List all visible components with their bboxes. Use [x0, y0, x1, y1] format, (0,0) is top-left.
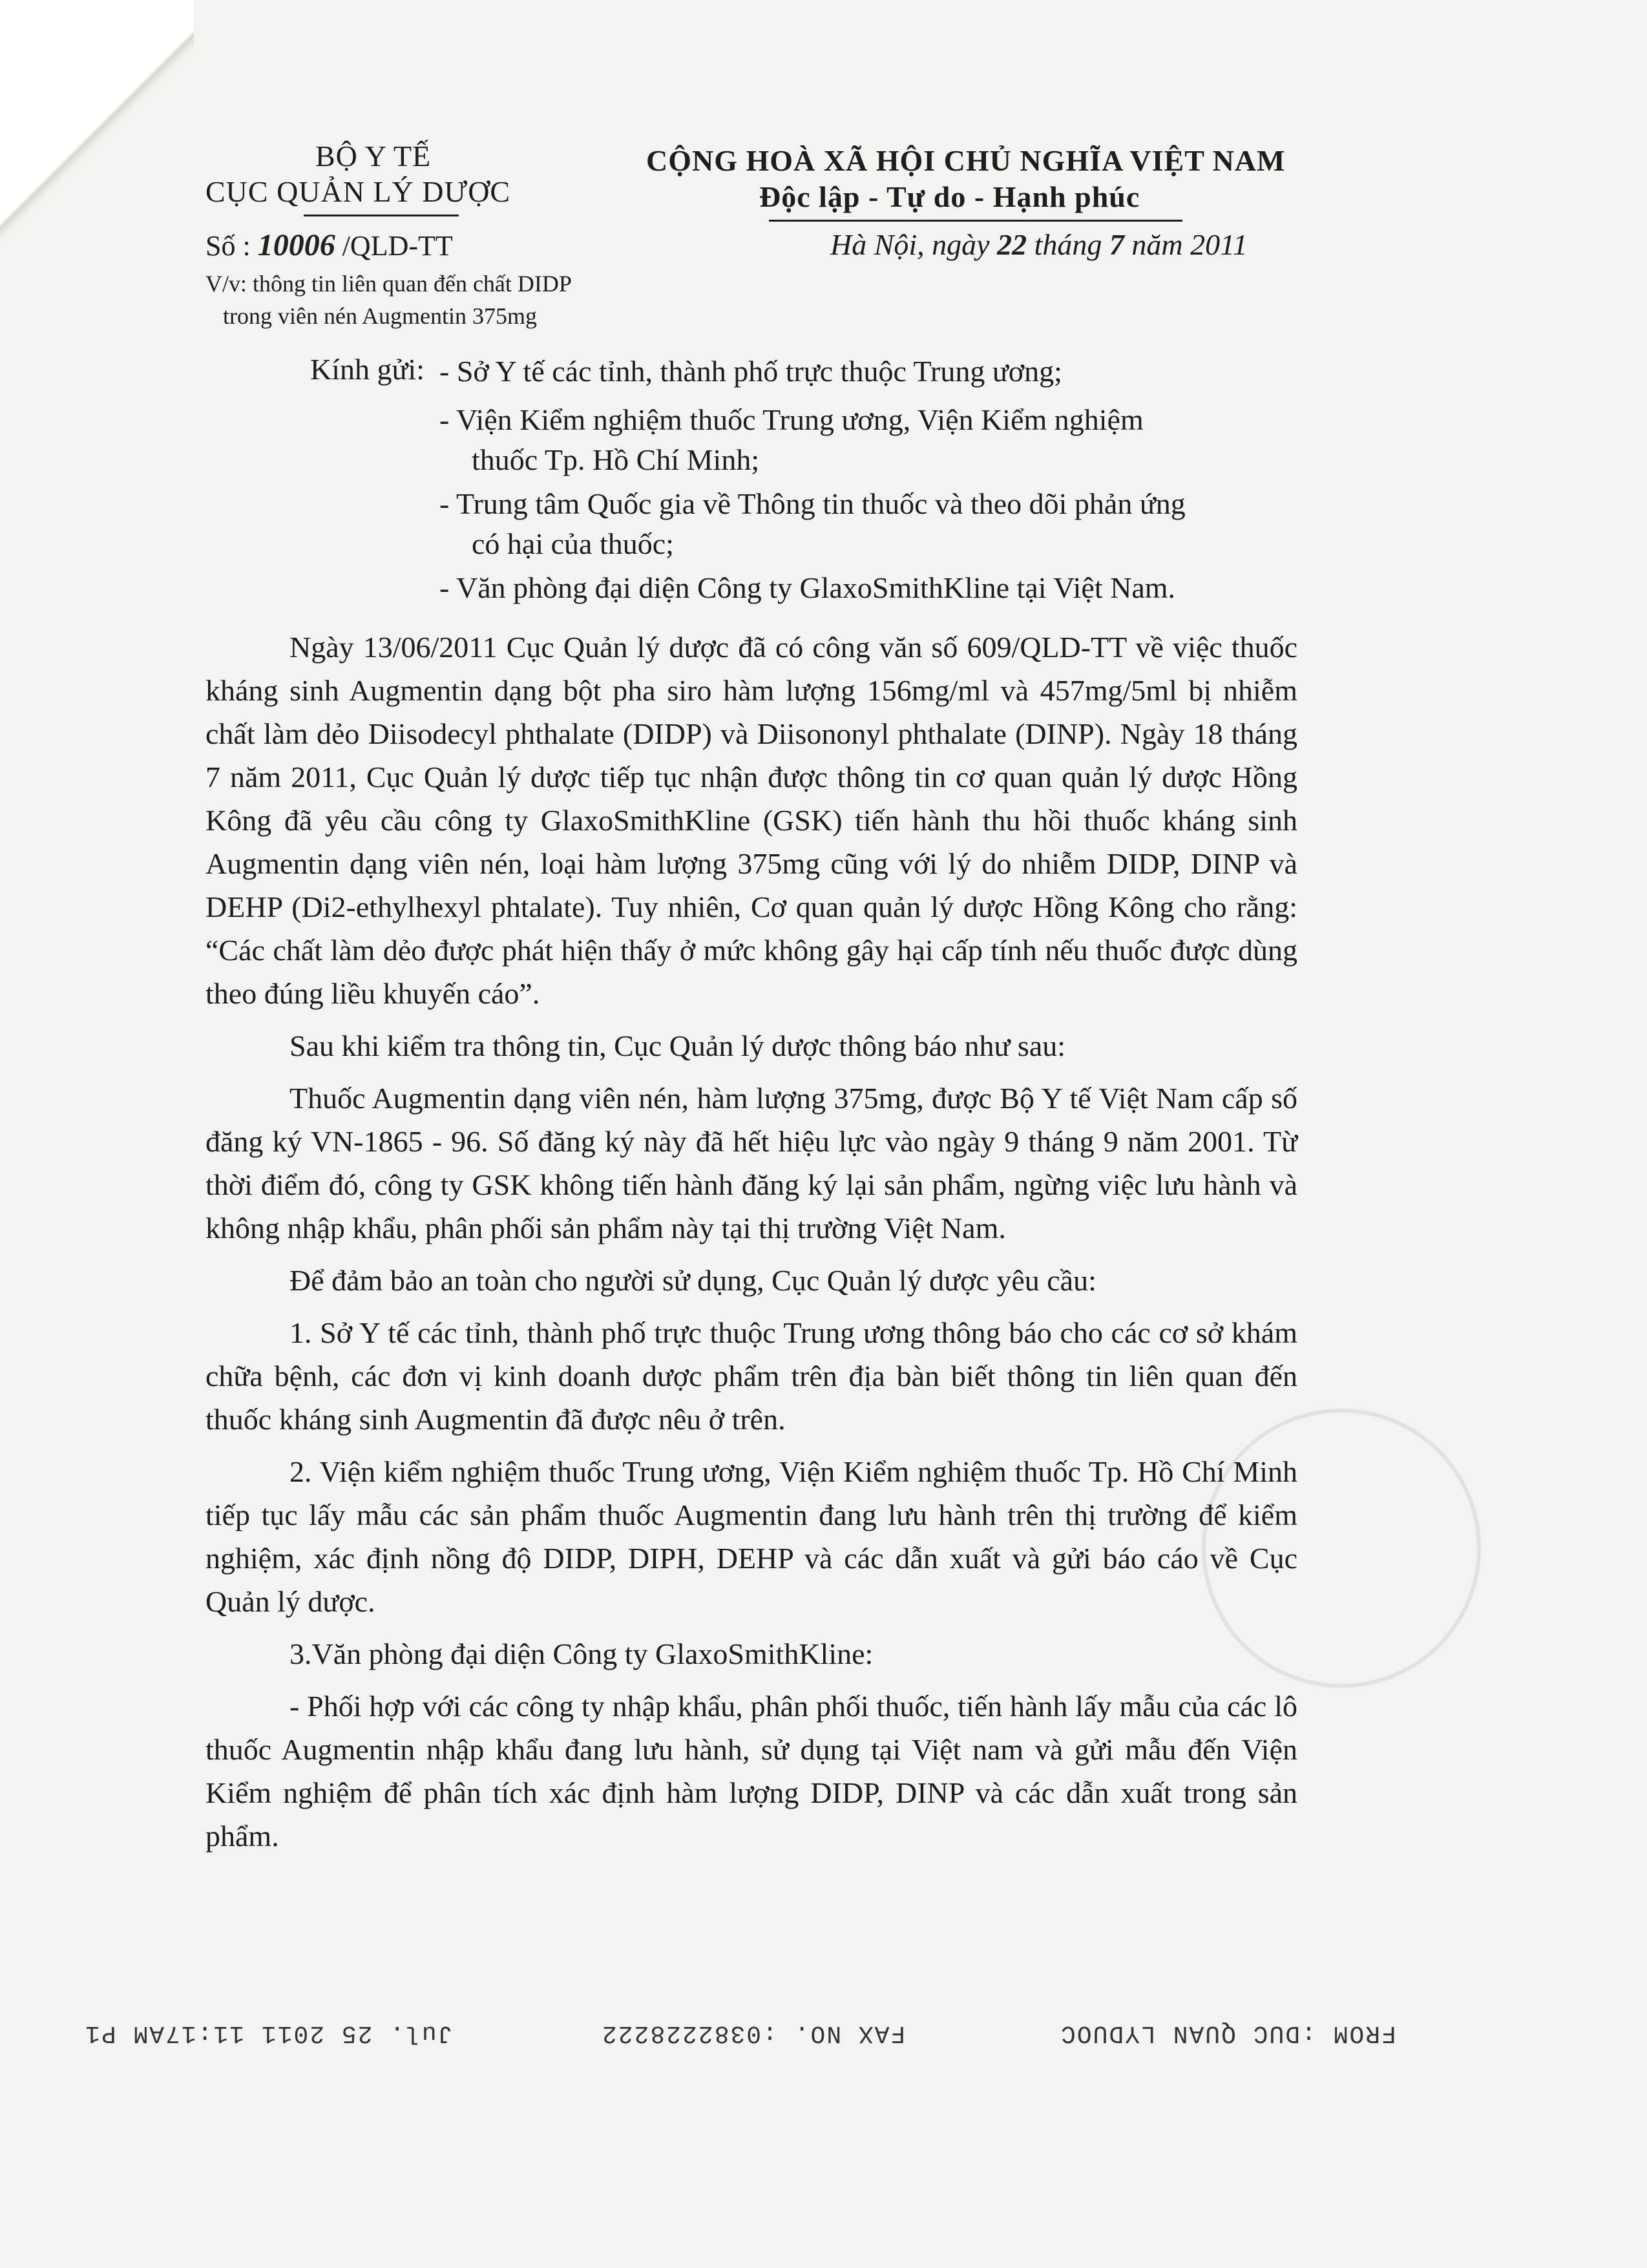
paragraph-after-check: Sau khi kiểm tra thông tin, Cục Quản lý dược thông báo như sau: — [289, 1029, 1066, 1062]
requirement-item-2: 2. Viện kiểm nghiệm thuốc Trung ương, Viện Kiểm nghiệm thuốc Tp. Hồ Chí Minh tiếp tục lấy mẫu các sản phẩm thuốc Augmentin đang lưu hành trên thị trường để kiểm nghiệm, xác định nồng độ DIDP, DIPH, DEHP và các dẫn xuất và gửi báo cáo về Cục Quản lý dược. — [205, 1455, 1297, 1618]
document-number — [205, 227, 453, 263]
fax-sender: FROM :DUC QUAN LYDUOC — [1060, 2019, 1396, 2047]
subject-line-1: V/v: thông tin liên quan đến chất DIDP — [205, 271, 572, 297]
number-handwritten: 10006 — [257, 228, 335, 262]
number-suffix: /QLD-TT — [342, 230, 453, 262]
document-body — [205, 625, 1297, 1858]
recipient-item-cont: có hại của thuốc; — [472, 527, 674, 560]
subject-line-2: trong viên nén Augmentin 375mg — [223, 303, 537, 329]
motto: Độc lập - Tự do - Hạnh phúc — [759, 180, 1140, 213]
recipient-item: - Văn phòng đại diện Công ty GlaxoSmithKline tại Việt Nam. — [439, 571, 1176, 604]
date-line — [830, 227, 1248, 262]
republic-name: CỘNG HOÀ XÃ HỘI CHỦ NGHĨA VIỆT NAM — [646, 144, 1286, 177]
requirement-item-3-detail: - Phối hợp với các công ty nhập khẩu, phân phối thuốc, tiến hành lấy mẫu của các lô thuốc Augmentin nhập khẩu đang lưu hành, sử dụng tại Việt nam và gửi mẫu đến Viện Kiểm nghiệm để phân tích xác định hàm lượng DIDP, DINP và các dẫn xuất trong sản phẩm. — [205, 1690, 1297, 1853]
date-month: 7 — [1109, 228, 1124, 261]
recipient-item: - Trung tâm Quốc gia về Thông tin thuốc và theo dõi phản ứng — [439, 487, 1186, 520]
department-underline — [304, 215, 459, 216]
paragraph-registration: Thuốc Augmentin dạng viên nén, hàm lượng 375mg, được Bộ Y tế Việt Nam cấp số đăng ký VN-1865 - 96. Số đăng ký này đã hết hiệu lực vào ngày 9 tháng 9 năm 2001. Từ thời điểm đó, công ty GSK không tiến hành đăng ký lại sản phẩm, ngừng việc lưu hành và không nhập khẩu, phân phối sản phẩm này tại thị trường Việt Nam. — [205, 1082, 1297, 1244]
department-name: CỤC QUẢN LÝ DƯỢC — [205, 175, 511, 208]
recipient-item: - Viện Kiểm nghiệm thuốc Trung ương, Viện Kiểm nghiệm — [439, 403, 1144, 436]
requirement-item-3: 3.Văn phòng đại diện Công ty GlaxoSmithKline: — [289, 1637, 874, 1670]
fax-datetime: Jul. 25 2011 11:17AM P1 — [84, 2019, 453, 2047]
folded-corner — [0, 0, 194, 271]
date-prefix: Hà Nội, ngày — [830, 228, 990, 261]
date-day: 22 — [997, 228, 1027, 261]
recipients-label: Kính gửi: — [310, 353, 425, 386]
date-suffix: năm 2011 — [1131, 228, 1248, 261]
date-month-label: tháng — [1034, 228, 1102, 261]
ministry-name: BỘ Y TẾ — [315, 140, 432, 173]
number-prefix: Số : — [205, 230, 251, 262]
paragraph-background: Ngày 13/06/2011 Cục Quản lý dược đã có công văn số 609/QLD-TT về việc thuốc kháng sinh Augmentin dạng bột pha siro hàm lượng 156mg/ml và 457mg/5ml bị nhiễm chất làm dẻo Diisodecyl phthalate (DIDP) và Diisononyl phthalate (DINP). Ngày 18 tháng 7 năm 2011, Cục Quản lý dược tiếp tục nhận được thông tin cơ quan quản lý dược Hồng Kông đã yêu cầu công ty GlaxoSmithKline (GSK) tiến hành thu hồi thuốc kháng sinh Augmentin dạng viên nén, loại hàm lượng 375mg cũng với lý do nhiễm DIDP, DINP và DEHP (Di2-ethylhexyl phtalate). Tuy nhiên, Cơ quan quản lý dược Hồng Kông cho rằng: “Các chất làm dẻo được phát hiện thấy ở mức không gây hại cấp tính nếu thuốc được dùng theo đúng liều khuyến cáo”. — [205, 631, 1297, 1010]
recipient-item-cont: thuốc Tp. Hồ Chí Minh; — [472, 443, 760, 476]
paragraph-requirements: Để đảm bảo an toàn cho người sử dụng, Cục Quản lý dược yêu cầu: — [289, 1264, 1096, 1297]
requirement-item-1: 1. Sở Y tế các tỉnh, thành phố trực thuộc Trung ương thông báo cho các cơ sở khám chữa bệnh, các đơn vị kinh doanh dược phẩm trên địa bàn biết thông tin liên quan đến thuốc kháng sinh Augmentin đã được nêu ở trên. — [205, 1316, 1297, 1436]
fax-number: FAX NO. :0382228222 — [601, 2019, 906, 2047]
motto-underline — [769, 220, 1182, 222]
recipient-item: - Sở Y tế các tỉnh, thành phố trực thuộc Trung ương; — [439, 355, 1062, 388]
